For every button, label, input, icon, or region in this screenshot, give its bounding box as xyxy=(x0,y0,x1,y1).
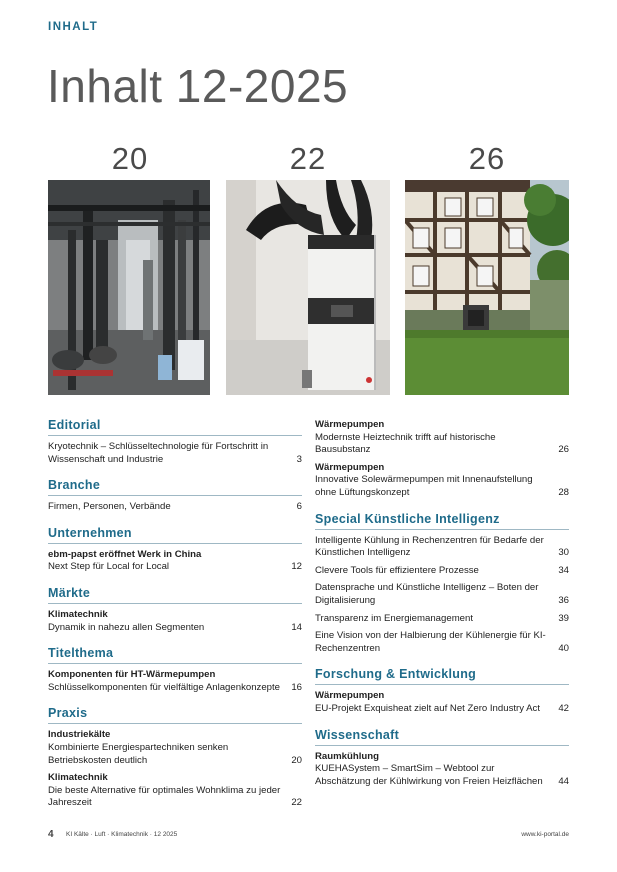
entry-text: Kombinierte Energiespartechniken senken Betriebskosten deutlich xyxy=(48,741,229,766)
section-heading: Märkte xyxy=(48,586,302,604)
toc-entry[interactable] xyxy=(315,751,569,789)
toc-entry[interactable] xyxy=(315,419,569,457)
feature-photo-timber-house[interactable] xyxy=(405,180,569,395)
section-heading: Unternehmen xyxy=(48,526,302,544)
section-heading: Editorial xyxy=(48,418,302,436)
toc-entry[interactable] xyxy=(315,462,569,500)
toc-entry[interactable] xyxy=(315,565,569,578)
entry-text: Next Step für Local for Local xyxy=(48,561,170,573)
website-link[interactable]: www.ki-portal.de xyxy=(521,831,569,838)
entry-page: 30 xyxy=(558,547,569,559)
entry-page: 6 xyxy=(296,501,302,513)
section-heading: Praxis xyxy=(48,706,302,724)
toc-entry[interactable] xyxy=(48,441,302,466)
feature-number-3: 26 xyxy=(468,141,506,176)
toc-section-forschung xyxy=(315,667,569,715)
toc-section-branche xyxy=(48,478,302,514)
entry-text: Kryotechnik – Schlüsseltechnologie für Fortschritt in Wissenschaft und Industrie xyxy=(48,441,269,465)
entry-category: Wärmepumpen xyxy=(315,419,385,430)
toc-section-praxis xyxy=(48,706,302,810)
entry-text: Innovative Solewärmepumpen mit Innenaufstellung ohne Lüftungskonzept xyxy=(315,474,533,498)
entry-category: Klimatechnik xyxy=(48,608,108,620)
entry-category: Industriekälte xyxy=(48,729,111,741)
toc-entry[interactable] xyxy=(315,535,569,560)
toc-entry[interactable] xyxy=(48,609,302,634)
toc-section-editorial xyxy=(48,418,302,466)
entry-text: Firmen, Personen, Verbände xyxy=(48,501,171,513)
entry-page: 14 xyxy=(291,621,302,633)
section-heading: Branche xyxy=(48,478,302,496)
entry-category: Komponenten für HT-Wärmepumpen xyxy=(48,669,216,681)
entry-text: Datensprache und Künstliche Intelligenz – Boten der Digitalisierung xyxy=(315,582,539,606)
entry-text: KUEHASystem – SmartSim – Webtool zur Abschätzung der Kühlwirkung von Freien Heizflächen xyxy=(315,763,543,787)
magazine-name: KI Kälte · Luft · Klimatechnik · 12 2025 xyxy=(66,831,178,838)
page-footer xyxy=(48,829,569,840)
entry-page: 40 xyxy=(558,642,569,654)
section-heading: Wissenschaft xyxy=(315,728,569,746)
toc-entry[interactable] xyxy=(315,690,569,715)
section-heading: Titelthema xyxy=(48,646,302,664)
section-heading: Forschung & Entwicklung xyxy=(315,667,569,685)
toc-section-wissenschaft xyxy=(315,728,569,789)
entry-page: 44 xyxy=(558,775,569,787)
toc-section-unternehmen xyxy=(48,526,302,574)
kicker: INHALT xyxy=(48,21,99,33)
feature-photo-heat-pump[interactable] xyxy=(226,180,390,395)
entry-page: 16 xyxy=(291,681,302,693)
feature-number-1: 20 xyxy=(111,141,149,176)
entry-category: Raumkühlung xyxy=(315,750,379,762)
toc-entry[interactable] xyxy=(48,772,302,810)
entry-page: 34 xyxy=(558,564,569,576)
toc-section-titelthema xyxy=(48,646,302,694)
toc-entry[interactable] xyxy=(315,582,569,607)
entry-text: Die beste Alternative für optimales Wohnklima zu jeder Jahreszeit xyxy=(48,784,281,809)
toc-section-special-ki xyxy=(315,512,569,656)
entry-page: 42 xyxy=(558,702,569,714)
toc-entry[interactable] xyxy=(48,669,302,694)
toc-entry[interactable] xyxy=(48,501,302,514)
toc-right-column xyxy=(315,419,569,793)
entry-category: ebm-papst eröffnet Werk in China xyxy=(48,548,202,560)
section-heading: Special Künstliche Intelligenz xyxy=(315,512,569,530)
toc-left-column xyxy=(48,418,302,815)
entry-page: 3 xyxy=(296,453,302,465)
entry-text: Clevere Tools für effizientere Prozesse xyxy=(315,564,479,576)
entry-page: 39 xyxy=(558,612,569,624)
entry-page: 22 xyxy=(291,797,302,809)
toc-entry[interactable] xyxy=(48,549,302,574)
entry-text: Transparenz im Energiemanagement xyxy=(315,612,474,624)
entry-page: 26 xyxy=(558,444,569,456)
entry-text: Schlüsselkomponenten für vielfältige Anlagenkonzepte xyxy=(48,681,281,693)
entry-text: Eine Vision von der Halbierung der Kühlenergie für KI-Rechenzentren xyxy=(315,630,546,654)
entry-text: Intelligente Kühlung in Rechenzentren für Bedarfe der Künstlichen Intelligenz xyxy=(315,534,544,559)
entry-category: Klimatechnik xyxy=(48,772,108,784)
entry-text: Modernste Heiztechnik trifft auf historische Bausubstanz xyxy=(315,431,496,456)
toc-entry[interactable] xyxy=(315,613,569,626)
feature-photo-machine-room[interactable] xyxy=(48,180,210,395)
entry-page: 28 xyxy=(558,486,569,498)
toc-entry[interactable] xyxy=(48,729,302,767)
entry-category: Wärmepumpen xyxy=(315,690,385,702)
page-title: Inhalt 12-2025 xyxy=(47,60,349,112)
entry-page: 20 xyxy=(291,754,302,766)
entry-text: EU-Projekt Exquisheat zielt auf Net Zero Industry Act xyxy=(315,702,541,714)
feature-number-2: 22 xyxy=(289,141,327,176)
entry-page: 36 xyxy=(558,594,569,606)
toc-section-maerkte xyxy=(48,586,302,634)
toc-entry[interactable] xyxy=(315,630,569,655)
page-number: 4 xyxy=(48,829,54,840)
entry-category: Wärmepumpen xyxy=(315,461,385,473)
entry-text: Dynamik in nahezu allen Segmenten xyxy=(48,621,205,633)
entry-page: 12 xyxy=(291,561,302,573)
